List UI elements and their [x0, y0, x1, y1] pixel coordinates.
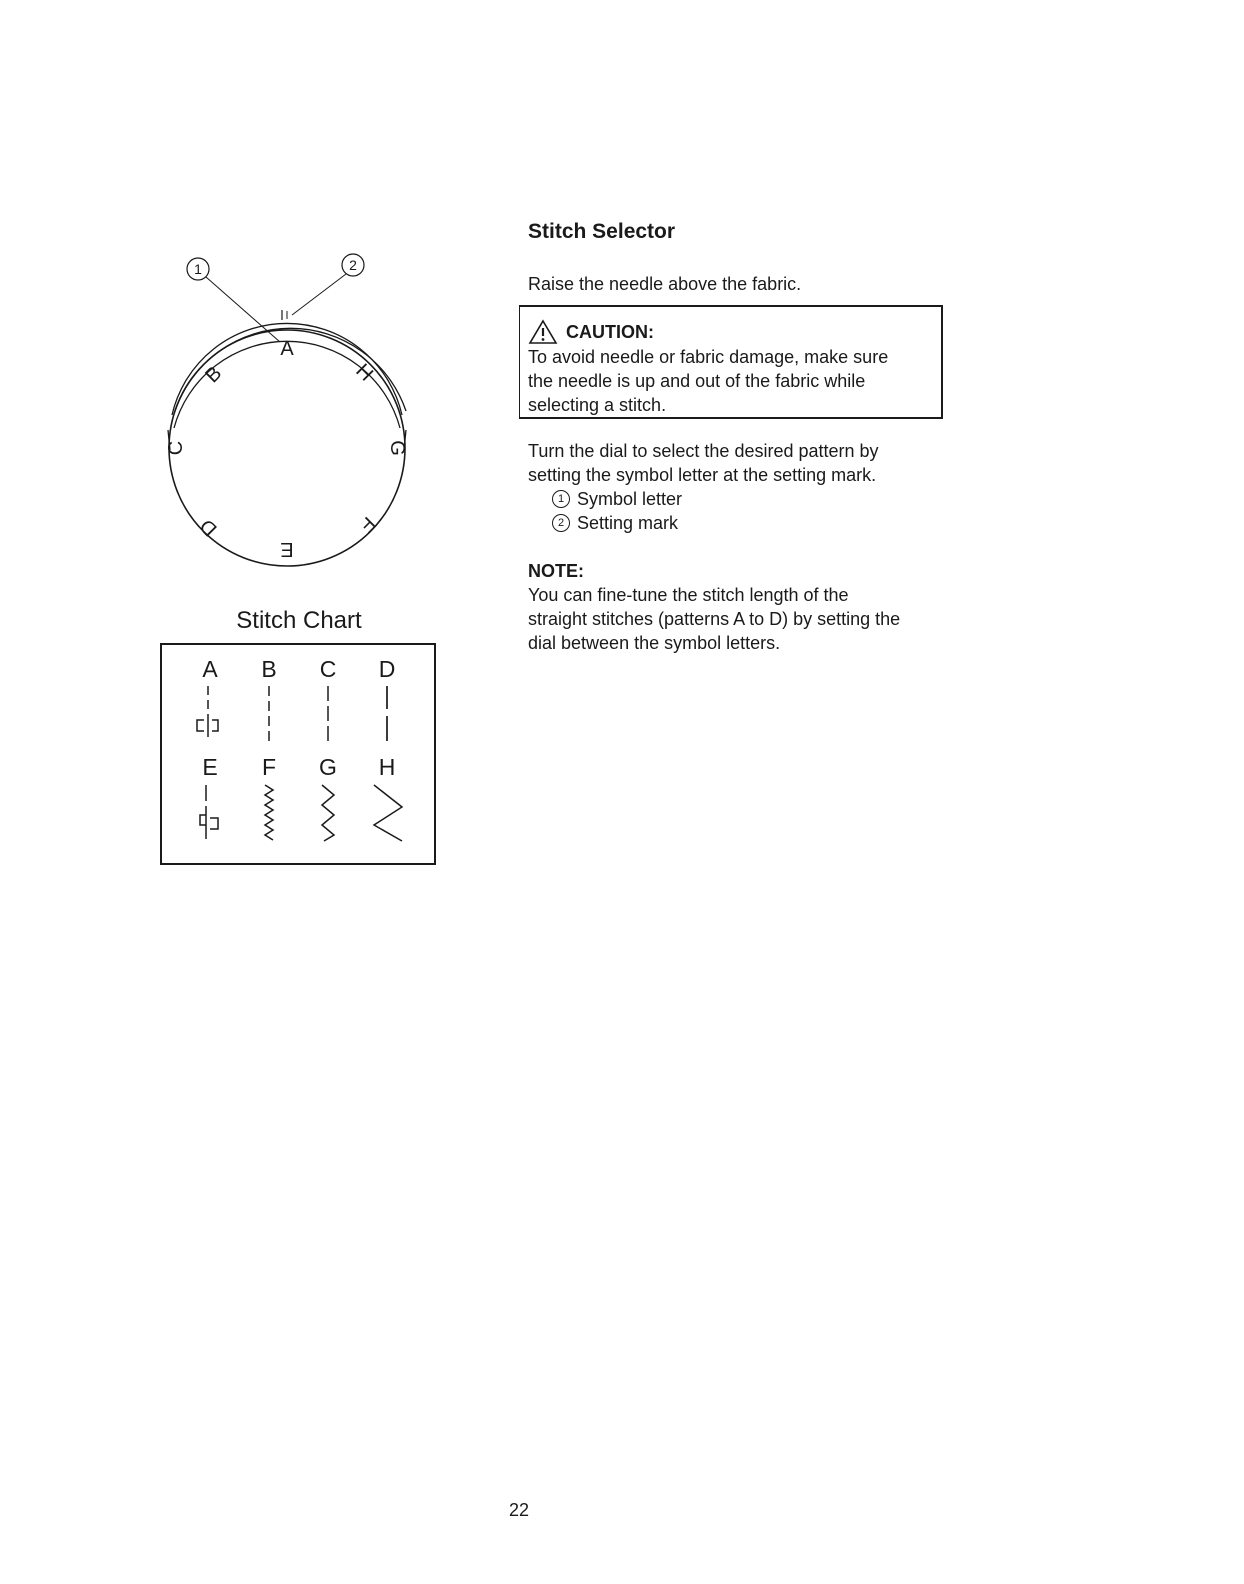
caution-box: [519, 305, 943, 419]
stitch-chart: [160, 643, 436, 865]
warning-triangle-icon: [528, 319, 558, 345]
dial-letter-h: H: [351, 359, 378, 386]
stitch-chart-title: Stitch Chart: [236, 607, 362, 634]
callout-2-leader: [292, 274, 346, 315]
note-line-1: You can fine-tune the stitch length of the: [528, 585, 849, 605]
caution-line-3: selecting a stitch.: [528, 395, 667, 415]
note-text: [528, 583, 958, 655]
page-number: 22: [508, 1500, 530, 1520]
note-line-2: straight stitches (patterns A to D) by setting the: [528, 609, 901, 629]
stitch-label-g: G: [319, 754, 337, 780]
section-title: Stitch Selector: [528, 220, 676, 243]
legend-number-2: 2: [552, 514, 570, 532]
instruction-paragraph: [528, 439, 958, 487]
stitch-label-d: D: [378, 656, 396, 682]
stitch-g-symbol: [322, 785, 334, 841]
stitch-label-a: A: [202, 656, 218, 682]
stitch-h-symbol: [374, 785, 402, 841]
caution-heading-row: [528, 319, 933, 345]
stitch-selector-dial-figure: [160, 245, 420, 585]
legend-item-1: [552, 487, 682, 511]
dial-letter-c: C: [165, 440, 187, 456]
stitch-label-f: F: [261, 754, 277, 780]
caution-line-2: the needle is up and out of the fabric while: [528, 371, 866, 391]
legend-label-2: Setting mark: [577, 513, 679, 533]
caution-line-1: To avoid needle or fabric damage, make sure: [528, 347, 889, 367]
legend-number-1: 1: [552, 490, 570, 508]
stitch-label-c: C: [319, 656, 337, 682]
dial-letter-b: B: [201, 362, 227, 388]
note-line-3: dial between the symbol letters.: [528, 633, 781, 653]
callout-2-number: 2: [349, 257, 357, 273]
dial-illustration: [160, 245, 420, 585]
stitch-chart-graphic: [162, 645, 434, 863]
dial-letter-a: A: [280, 338, 294, 360]
intro-text: Raise the needle above the fabric.: [528, 274, 802, 294]
dial-letter-d: D: [195, 514, 222, 541]
stitch-e-symbol: [200, 785, 218, 839]
legend-label-1: Symbol letter: [577, 489, 683, 509]
callout-1-number: 1: [194, 261, 202, 277]
caution-heading: CAUTION:: [566, 322, 654, 342]
note-heading: NOTE:: [528, 561, 584, 581]
callout-legend: [552, 487, 682, 535]
stitch-label-e: E: [202, 754, 218, 780]
instruction-line-1: Turn the dial to select the desired pattern by: [528, 441, 879, 461]
stitch-label-h: H: [378, 754, 396, 780]
stitch-a-symbol: [197, 686, 218, 737]
dial-letter-e: E: [280, 538, 294, 560]
dial-letter-g: G: [386, 440, 408, 456]
dial-letter-f: F: [355, 512, 380, 537]
instruction-line-2: setting the symbol letter at the setting mark.: [528, 465, 877, 485]
stitch-label-b: B: [261, 656, 277, 682]
stitch-f-symbol: [265, 785, 273, 840]
legend-item-2: [552, 511, 682, 535]
